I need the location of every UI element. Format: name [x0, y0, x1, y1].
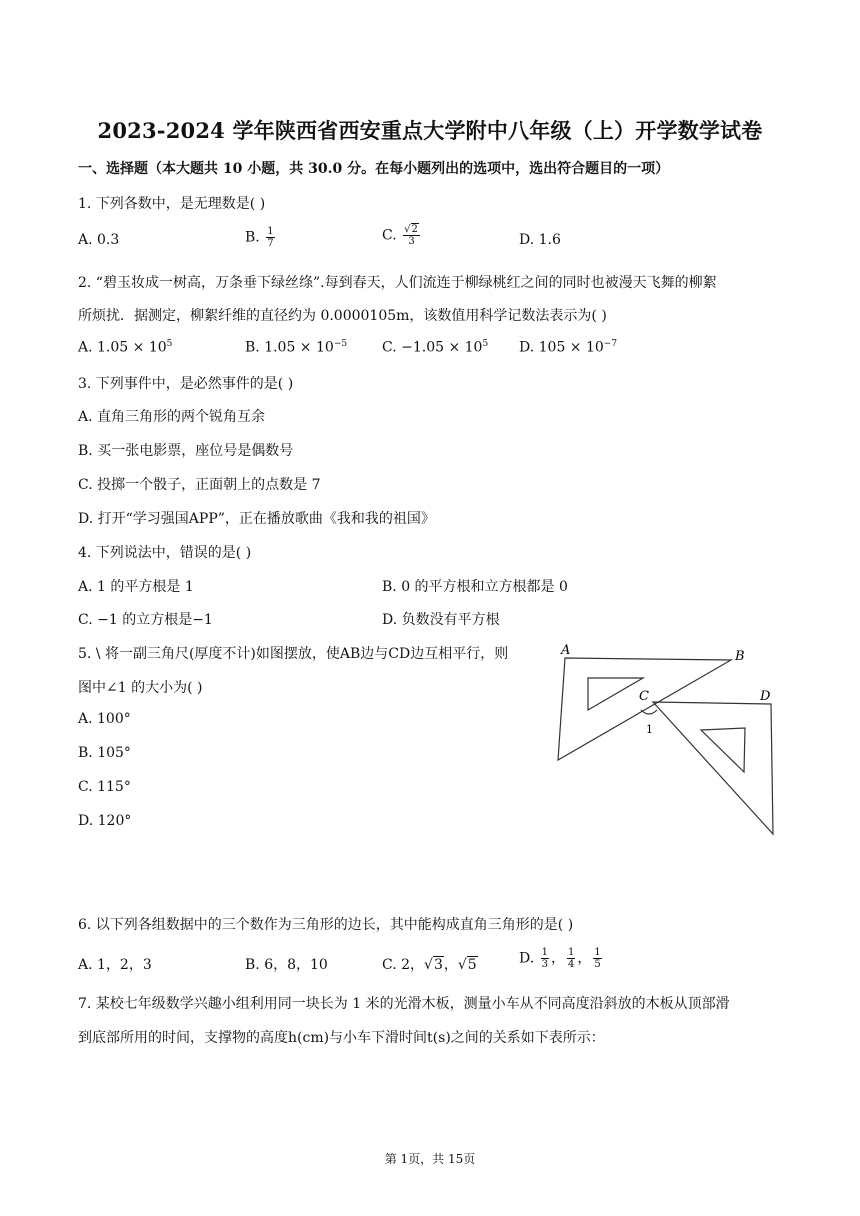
q6-d-sep1: ， — [551, 950, 566, 967]
label-b: B — [735, 649, 745, 664]
page-footer: 第 1页，共 15页 — [384, 1152, 476, 1166]
q2-option-a — [78, 339, 172, 356]
q6-c-sep: ， — [443, 957, 458, 973]
q5-option-a: A. 100° — [78, 711, 131, 727]
q1-option-a: A. 0.3 — [78, 232, 120, 248]
q2-option-c — [382, 339, 488, 356]
q6-d-n1: 1 — [541, 947, 549, 958]
q2-a-exponent: 5 — [166, 339, 173, 349]
q3-stem: 3. 下列事件中，是必然事件的是( ) — [78, 376, 294, 392]
page-title: 2023-2024 学年陕西省西安重点大学附中八年级（上）开学数学试卷 — [97, 118, 763, 143]
q1-option-c-label: C. — [382, 227, 397, 244]
set-square-45 — [653, 702, 773, 834]
q6-d-n3: 1 — [594, 947, 601, 958]
q2-b-base: B. 1.05 × 10 — [245, 339, 334, 356]
q1-b-denominator: 7 — [267, 238, 274, 249]
q1-option-c-fraction — [403, 224, 420, 247]
q5-option-d: D. 120° — [78, 813, 132, 829]
q5-line1: 5. \ 将一副三角尺(厚度不计)如图摆放，使AB边与CD边互相平行，则 — [78, 646, 509, 662]
q2-option-d — [519, 339, 617, 356]
section-heading: 一、选择题（本大题共 10 小题，共 30.0 分。在每小题列出的选项中，选出符合题目的一项） — [78, 161, 670, 177]
q1-c-numerator: √2 — [404, 224, 418, 235]
q6-option-b: B. 6，8，10 — [245, 957, 328, 973]
q2-b-exponent: −5 — [333, 339, 348, 349]
q1-option-b-label: B. — [245, 229, 260, 246]
q6-c-root2: 5 — [467, 957, 477, 973]
label-d: D — [760, 689, 771, 704]
q3-option-c: C. 投掷一个骰子，正面朝上的点数是 7 — [78, 477, 321, 493]
q3-option-b: B. 买一张电影票，座位号是偶数号 — [78, 443, 294, 459]
q1-c-denominator: 3 — [408, 236, 415, 247]
q2-option-b — [245, 339, 347, 356]
label-angle-1: 1 — [646, 723, 653, 736]
q4-option-a: A. 1 的平方根是 1 — [78, 579, 194, 595]
q7-line1: 7. 某校七年级数学兴趣小组利用同一块长为 1 米的光滑木板，测量小车从不同高度沿斜放的木板从顶部滑 — [78, 996, 730, 1012]
q6-d-d2: 4 — [568, 959, 575, 970]
q6-stem: 6. 以下列各组数据中的三个数作为三角形的边长，其中能构成直角三角形的是( ) — [78, 917, 574, 933]
q6-d-n2: 1 — [568, 947, 575, 958]
set-square-30-60-inner — [588, 678, 643, 710]
q6-option-c: C. 2，√3，√5 — [382, 957, 477, 973]
q1-option-b-fraction — [266, 226, 274, 249]
q6-d-frac3 — [593, 947, 601, 970]
set-square-30-60 — [558, 658, 731, 760]
q5-option-c: C. 115° — [78, 779, 131, 795]
q4-option-d: D. 负数没有平方根 — [382, 612, 500, 628]
q5-line2: 图中∠1 的大小为( ) — [78, 680, 203, 696]
q2-c-base: C. −1.05 × 10 — [382, 339, 483, 356]
label-a: A — [561, 643, 571, 658]
q7-line2: 到底部所用的时间，支撑物的高度h(cm)与小车下滑时间t(s)之间的关系如下表所示： — [78, 1030, 605, 1046]
q6-c-root1: 3 — [433, 957, 443, 973]
q6-d-frac1 — [541, 947, 549, 970]
q6-option-d — [519, 947, 604, 970]
q1-option-d: D. 1.6 — [519, 232, 561, 248]
q2-line1: 2. “碧玉妆成一树高，万条垂下绿丝绦”.每到春天，人们流连于柳绿桃红之间的同时也被漫天飞舞的柳絮 — [78, 275, 717, 291]
label-c: C — [639, 689, 649, 704]
q1-b-numerator: 1 — [267, 226, 274, 237]
q6-option-a: A. 1，2，3 — [78, 957, 152, 973]
q3-option-d: D. 打开“学习强国APP”，正在播放歌曲《我和我的祖国》 — [78, 511, 435, 527]
q2-d-exponent: −7 — [603, 339, 618, 349]
q1-c-radicand: 2 — [411, 224, 418, 235]
q1-option-c — [382, 224, 422, 247]
q4-option-b: B. 0 的平方根和立方根都是 0 — [382, 579, 568, 595]
q6-d-sep2: ， — [577, 950, 592, 967]
q6-d-frac2 — [567, 947, 575, 970]
q6-d-prefix: D. — [519, 950, 535, 967]
q5-triangle-figure — [553, 638, 785, 840]
set-square-45-inner — [701, 728, 745, 772]
q6-d-d3: 5 — [594, 959, 601, 970]
q2-line2: 所烦扰．据测定，柳絮纤维的直径约为 0.0000105m，该数值用科学记数法表示为( ) — [78, 308, 607, 324]
q2-a-base: A. 1.05 × 10 — [78, 339, 167, 356]
q2-d-base: D. 105 × 10 — [519, 339, 604, 356]
q4-stem: 4. 下列说法中，错误的是( ) — [78, 545, 252, 561]
q5-option-b: B. 105° — [78, 745, 131, 761]
q1-option-b — [245, 226, 277, 249]
q6-c-prefix: C. 2， — [382, 957, 425, 973]
q2-c-exponent: 5 — [482, 339, 489, 349]
q4-option-c: C. −1 的立方根是−1 — [78, 612, 213, 628]
q1-stem: 1. 下列各数中，是无理数是( ) — [78, 196, 266, 212]
q3-option-a: A. 直角三角形的两个锐角互余 — [78, 409, 266, 425]
q6-d-d1: 3 — [541, 959, 549, 970]
